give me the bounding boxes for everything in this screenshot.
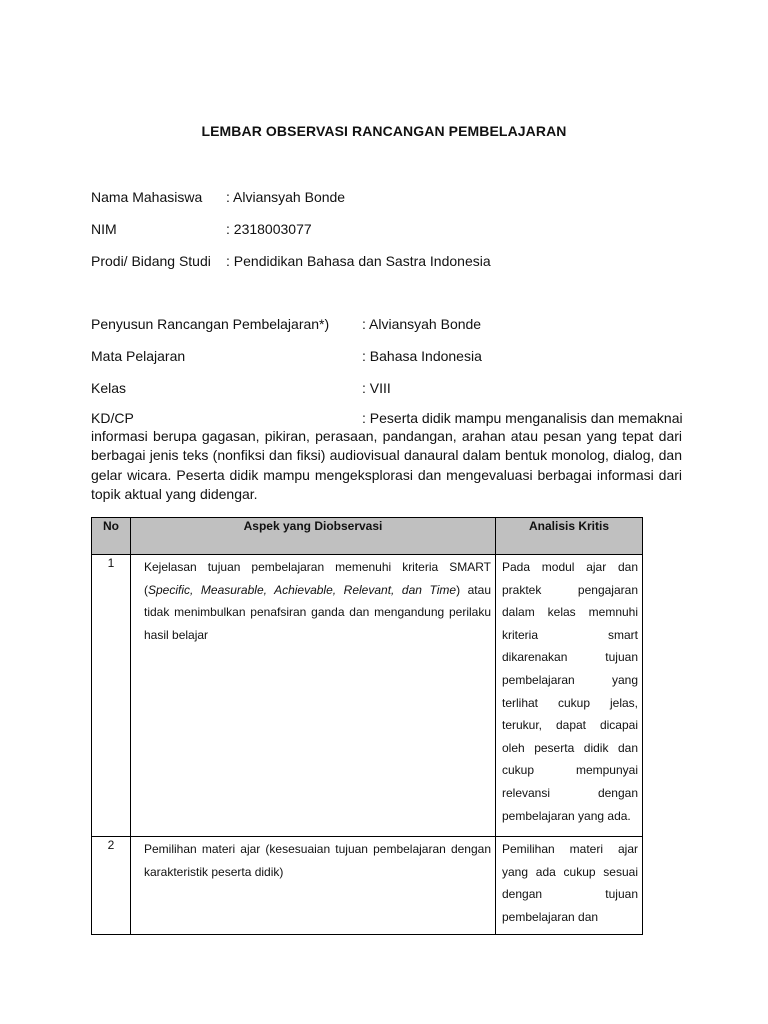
analisis-text: Pada modul ajar dan praktek pengajaran dalam kelas memnuhi kriteria smart dikarenakan tujuan pembelajaran yang terlihat cukup jelas, terukur, dapat dicapai oleh peserta didik dan cukup mempunyai relevansi dengan pembelajaran yang ada.	[502, 560, 638, 823]
student-nim-label: NIM	[91, 221, 117, 237]
row-aspek	[131, 837, 496, 935]
student-nim-row	[0, 220, 768, 238]
aspek-text: Pemilihan materi ajar (kesesuaian tujuan pembelajaran dengan karakteristik peserta didik)	[144, 842, 491, 879]
plan-author-value: : Alviansyah Bonde	[362, 316, 482, 332]
plan-class-label: Kelas	[91, 380, 127, 396]
plan-kdcp-label: KD/CP	[91, 410, 134, 426]
plan-author-row	[0, 315, 768, 333]
row-number: 1	[92, 555, 131, 837]
row-analisis	[496, 837, 643, 935]
header-aspek: Aspek yang Diobservasi	[131, 518, 496, 555]
student-name-label: Nama Mahasiswa	[91, 189, 203, 205]
observation-table	[91, 517, 643, 935]
table-row	[92, 837, 643, 935]
row-aspek	[131, 555, 496, 837]
document-title: LEMBAR OBSERVASI RANCANGAN PEMBELAJARAN	[201, 123, 567, 139]
plan-author-label: Penyusun Rancangan Pembelajaran*)	[91, 316, 330, 332]
student-nim-value: : 2318003077	[226, 221, 312, 237]
student-prodi-value: : Pendidikan Bahasa dan Sastra Indonesia	[226, 253, 491, 269]
student-name-row	[0, 188, 768, 206]
aspek-text-start: Kejelasan tujuan pembelajaran memenuhi kriteria SMART (	[144, 560, 491, 597]
plan-subject-value: : Bahasa Indonesia	[362, 348, 482, 364]
student-name-value: : Alviansyah Bonde	[226, 189, 346, 205]
plan-subject-row	[0, 347, 768, 365]
header-no: No	[92, 518, 131, 555]
plan-class-row	[0, 379, 768, 397]
plan-kdcp-row	[0, 409, 768, 427]
plan-kdcp-first-line: : Peserta didik mampu menganalisis dan memaknai	[362, 410, 683, 426]
analisis-text: Pemilihan materi ajar yang ada cukup sesuai dengan tujuan pembelajaran dan	[502, 842, 638, 924]
table-row	[92, 555, 643, 837]
plan-kdcp-text: informasi berupa gagasan, pikiran, perasaan, pandangan, arahan atau pesan yang tepat dari berbagai jenis teks (nonfiksi dan fiksi) audiovisual danaural dalam bentuk monolog, dialog, dan gelar wicara. Peserta didik mampu mengeksplorasi dan mengevaluasi berbagai informasi dari topik aktual yang didengar.	[91, 428, 682, 502]
aspek-text-italic: Specific, Measurable, Achievable, Relevant, dan Time	[148, 582, 457, 597]
row-analisis	[496, 555, 643, 837]
table-header-row	[92, 518, 643, 555]
plan-subject-label: Mata Pelajaran	[91, 348, 186, 364]
plan-class-value: : VIII	[362, 380, 391, 396]
aspek-text-end: ) atau tidak menimbulkan penafsiran ganda dan mengandung perilaku hasil belajar	[144, 582, 491, 642]
row-number: 2	[92, 837, 131, 935]
header-analisis: Analisis Kritis	[496, 518, 643, 555]
student-prodi-label: Prodi/ Bidang Studi	[91, 253, 211, 269]
student-prodi-row	[0, 252, 768, 270]
